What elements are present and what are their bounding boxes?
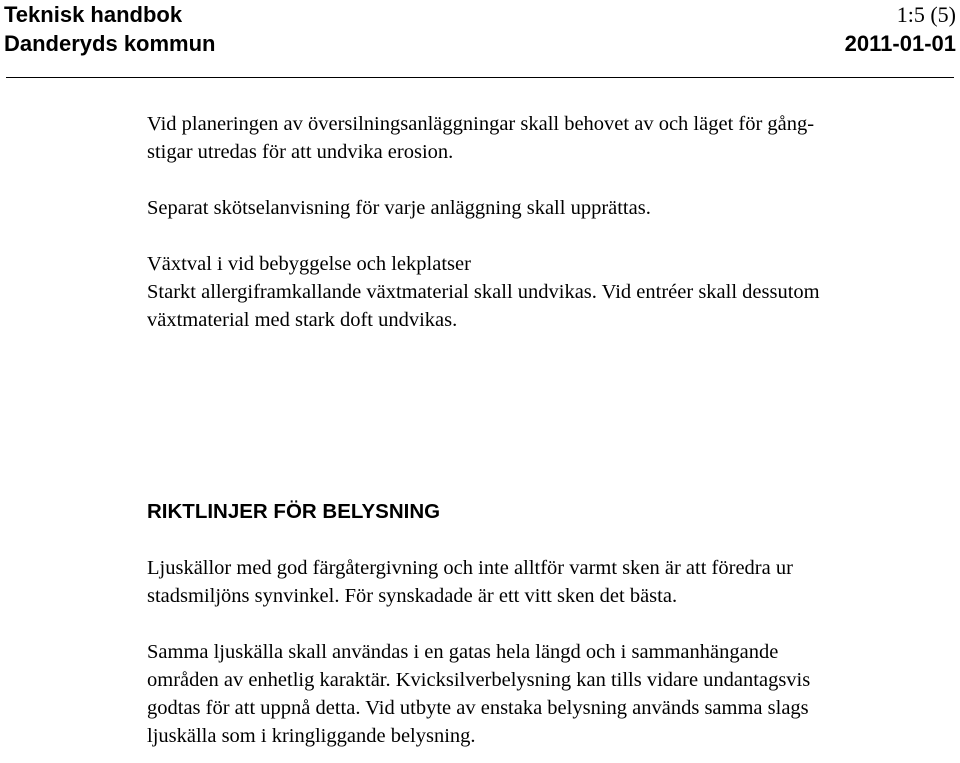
document-header-right bbox=[845, 0, 956, 58]
page-number: 1:5 (5) bbox=[896, 2, 956, 27]
document-header-left bbox=[4, 0, 216, 58]
section-heading: RIKTLINJER FÖR BELYSNING bbox=[147, 500, 441, 523]
paragraph-line: stadsmiljöns synvinkel. För synskadade är ett vitt sken det bästa. bbox=[147, 585, 678, 607]
paragraph-line: Vid planeringen av översilningsanläggningar skall behovet av och läget för gång- bbox=[147, 113, 815, 135]
paragraph-line: Separat skötselanvisning för varje anläggning skall upprättas. bbox=[147, 197, 651, 219]
paragraph-line: växtmaterial med stark doft undvikas. bbox=[147, 309, 458, 331]
paragraph-line: Ljuskällor med god färgåtergivning och inte alltför varmt sken är att föredra ur bbox=[147, 557, 793, 579]
paragraph-line: Starkt allergiframkallande växtmaterial skall undvikas. Vid entréer skall dessutom bbox=[147, 281, 820, 303]
header-divider bbox=[6, 77, 954, 78]
document-date: 2011-01-01 bbox=[844, 31, 956, 56]
organization-name: Danderyds kommun bbox=[4, 31, 216, 56]
paragraph-line: ljuskälla som i kringliggande belysning. bbox=[147, 725, 476, 747]
paragraph-line: godtas för att uppnå detta. Vid utbyte av enstaka belysning används samma slags bbox=[147, 697, 809, 719]
document-body bbox=[147, 110, 937, 750]
paragraph-line: stigar utredas för att undvika erosion. bbox=[147, 141, 454, 163]
subheading: Växtval i vid bebyggelse och lekplatser bbox=[147, 253, 471, 275]
paragraph-line: områden av enhetlig karaktär. Kvicksilverbelysning kan tills vidare undantagsvis bbox=[147, 669, 811, 691]
document-title: Teknisk handbok bbox=[4, 2, 183, 27]
paragraph-line: Samma ljuskälla skall användas i en gatas hela längd och i sammanhängande bbox=[147, 641, 779, 663]
